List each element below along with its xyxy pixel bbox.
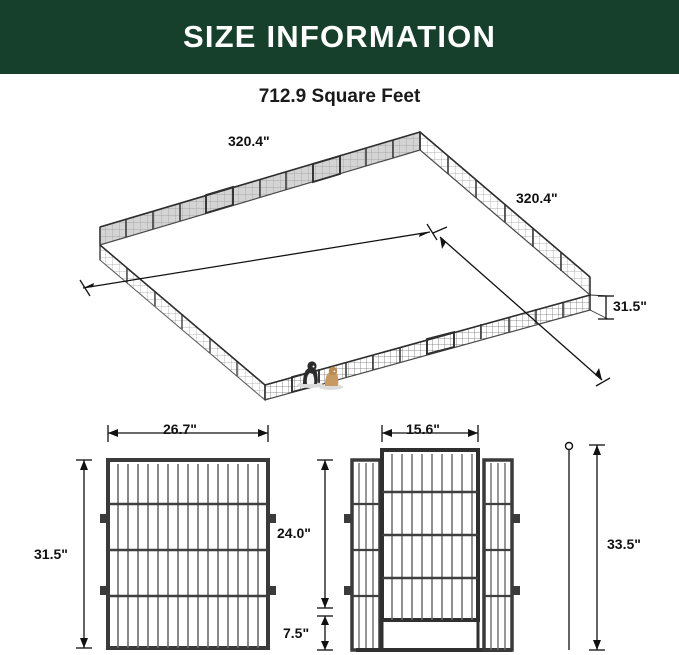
isometric-pen-svg <box>0 110 679 420</box>
label-gate-width: 15.6" <box>406 421 440 437</box>
dimension-ground-clearance <box>317 616 333 650</box>
header-bar <box>0 0 679 74</box>
label-single-panel-height: 31.5" <box>34 546 68 562</box>
label-door-height: 24.0" <box>277 525 311 541</box>
label-total-height: 33.5" <box>607 536 641 552</box>
label-ground-clearance: 7.5" <box>283 625 310 641</box>
area-subtitle: 712.9 Square Feet <box>258 86 421 107</box>
top-diagram-container <box>0 110 679 420</box>
dimension-door-height <box>317 460 333 608</box>
bottom-diagrams-container <box>0 420 679 655</box>
gate-panel-drawing <box>344 450 520 650</box>
dimension-helper-lines <box>590 295 608 319</box>
label-right-depth: 320.4" <box>516 190 558 206</box>
single-panel-drawing <box>100 460 276 648</box>
dimension-total-height <box>566 443 606 651</box>
dimension-single-panel-height <box>76 460 92 648</box>
panel-views-svg <box>0 420 679 655</box>
label-top-width: 320.4" <box>228 133 270 149</box>
label-single-panel-width: 26.7" <box>163 421 197 437</box>
label-right-height: 31.5" <box>613 298 647 314</box>
page-title: SIZE INFORMATION <box>182 19 497 54</box>
